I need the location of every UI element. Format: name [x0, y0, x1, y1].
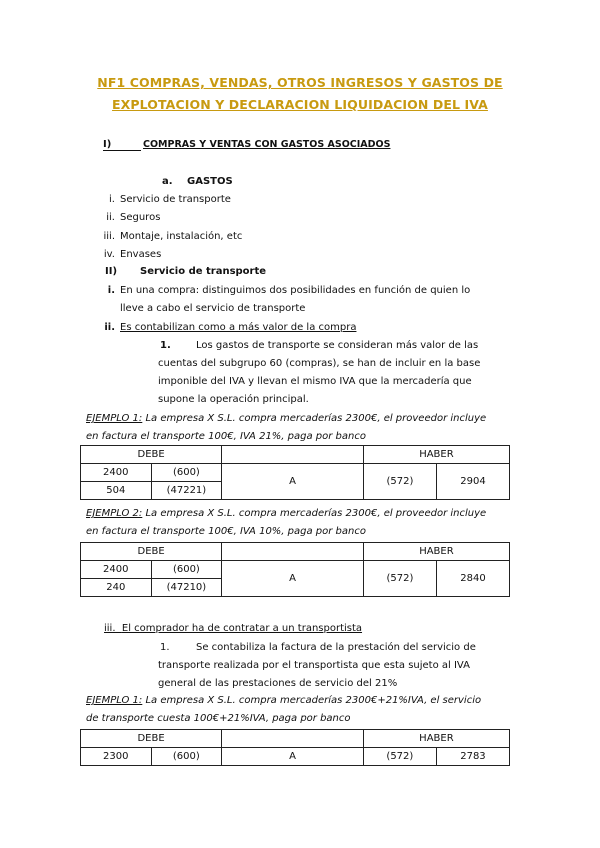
- point-iii-line: [104, 623, 362, 634]
- haber-account: (572): [363, 464, 436, 500]
- example-2-label: EJEMPLO 2:: [86, 508, 143, 519]
- gastos-item-marker: i.: [109, 194, 115, 205]
- point-1-line1: Los gastos de transporte se consideran más valor de las: [196, 340, 479, 351]
- example-2-line2: en factura el transporte 100€, IVA 10%, paga por banco: [86, 526, 366, 537]
- example-1-label: EJEMPLO 1:: [86, 413, 143, 424]
- point-1-line2: cuentas del subgrupo 60 (compras), se han de incluir en la base: [158, 358, 481, 369]
- journal-entry-table-2: [80, 542, 510, 597]
- haber-header: HABER: [363, 446, 509, 464]
- point-iii-text: El comprador ha de contratar a un transportista: [121, 623, 363, 634]
- point-ii-text: Es contabilizan como a más valor de la compra: [120, 322, 357, 333]
- gastos-item-marker: iii.: [103, 231, 115, 242]
- haber-header: HABER: [363, 730, 509, 748]
- haber-amount: 2904: [436, 464, 509, 500]
- section-1-underline: [103, 150, 141, 151]
- haber-account: (572): [363, 561, 436, 597]
- debe-account: (47210): [151, 579, 222, 597]
- debe-header: DEBE: [81, 543, 222, 561]
- section-1-heading: COMPRAS Y VENTAS CON GASTOS ASOCIADOS: [143, 139, 391, 150]
- haber-amount: 2783: [436, 748, 509, 766]
- gastos-item: Envases: [120, 249, 162, 260]
- haber-account: (572): [363, 748, 436, 766]
- entry-connector: A: [222, 464, 364, 500]
- point-i-line2: lleve a cabo el servicio de transporte: [120, 303, 306, 314]
- gastos-item: Montaje, instalación, etc: [120, 231, 243, 242]
- point-iii-marker: iii.: [104, 623, 116, 634]
- section-1-marker: I): [103, 139, 112, 150]
- entry-connector: A: [222, 561, 364, 597]
- gastos-item: Seguros: [120, 212, 161, 223]
- example-2-text: La empresa X S.L. compra mercaderías 2300€, el proveedor incluye: [142, 508, 487, 519]
- point-1-line4: supone la operación principal.: [158, 394, 309, 405]
- example-1-line1: [86, 413, 486, 424]
- debe-account: (600): [151, 464, 222, 482]
- debe-account: (600): [151, 561, 222, 579]
- gastos-item: Servicio de transporte: [120, 194, 231, 205]
- point-ii-marker: ii.: [104, 322, 115, 333]
- journal-entry-table-3: [80, 729, 510, 766]
- gastos-item-marker: ii.: [106, 212, 115, 223]
- journal-entry-table-1: [80, 445, 510, 500]
- section-2-heading: Servicio de transporte: [140, 266, 267, 277]
- document-title-line1: NF1 COMPRAS, VENDAS, OTROS INGRESOS Y GASTOS DE: [97, 75, 503, 90]
- middle-header: [222, 730, 364, 748]
- middle-header: [222, 543, 364, 561]
- debe-amount: 504: [81, 482, 152, 500]
- debe-amount: 2400: [81, 561, 152, 579]
- point-1b-line1: Se contabiliza la factura de la prestación del servicio de: [196, 642, 476, 653]
- haber-header: HABER: [363, 543, 509, 561]
- example-1-line2: en factura el transporte 100€, IVA 21%, paga por banco: [86, 431, 366, 442]
- debe-header: DEBE: [81, 446, 222, 464]
- middle-header: [222, 446, 364, 464]
- example-3-label: EJEMPLO 1:: [86, 695, 143, 706]
- debe-amount: 2300: [81, 748, 152, 766]
- point-i-line1: En una compra: distinguimos dos posibilidades en función de quien lo: [120, 285, 471, 296]
- example-3-text: La empresa X S.L. compra mercaderías 2300€+21%IVA, el servicio: [142, 695, 482, 706]
- point-i-marker: i.: [107, 285, 115, 296]
- haber-amount: 2840: [436, 561, 509, 597]
- example-3-line2: de transporte cuesta 100€+21%IVA, paga por banco: [86, 713, 351, 724]
- gastos-heading: GASTOS: [187, 176, 233, 187]
- debe-account: (47221): [151, 482, 222, 500]
- example-1-text: La empresa X S.L. compra mercaderías 2300€, el proveedor incluye: [142, 413, 487, 424]
- gastos-item-marker: iv.: [103, 249, 115, 260]
- point-1b-line2: transporte realizada por el transportista que esta sujeto al IVA: [158, 660, 470, 671]
- debe-amount: 2400: [81, 464, 152, 482]
- gastos-marker: a.: [162, 176, 173, 187]
- point-1b-marker: 1.: [160, 642, 170, 653]
- entry-connector: A: [222, 748, 364, 766]
- debe-account: (600): [151, 748, 222, 766]
- example-2-line1: [86, 508, 486, 519]
- section-2-marker: II): [105, 266, 118, 277]
- debe-header: DEBE: [81, 730, 222, 748]
- point-1-marker: 1.: [160, 340, 171, 351]
- document-title-line2: EXPLOTACION Y DECLARACION LIQUIDACION DEL IVA: [112, 97, 488, 112]
- debe-amount: 240: [81, 579, 152, 597]
- example-3-line1: [86, 695, 481, 706]
- point-1b-line3: general de las prestaciones de servicio del 21%: [158, 678, 398, 689]
- point-1-line3: imponible del IVA y llevan el mismo IVA que la mercadería que: [158, 376, 472, 387]
